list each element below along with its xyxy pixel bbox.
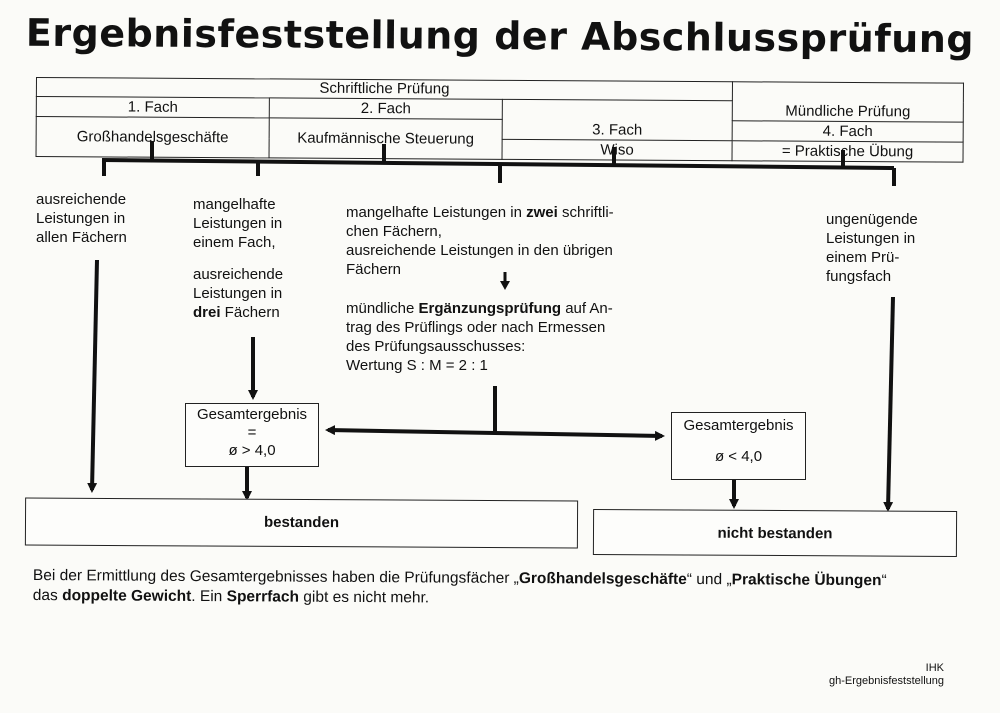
footer-line2: das doppelte Gewicht. Ein Sperrfach gibt es nicht mehr. bbox=[32, 586, 430, 607]
case4-line3: einem Prü- bbox=[826, 249, 900, 266]
case2-line2: Leistungen in bbox=[193, 215, 283, 232]
passed-box bbox=[25, 498, 578, 549]
subject-2-name: Kaufmännische Steuerung bbox=[269, 118, 502, 159]
result-left-label: Gesamtergebnis bbox=[196, 406, 308, 423]
case2-line3: einem Fach, bbox=[193, 234, 276, 251]
subject-1-name: Großhandelsgeschäfte bbox=[36, 117, 269, 158]
case-sufficient-all bbox=[36, 190, 127, 247]
case3b-line2: trag des Prüflings oder nach Ermessen bbox=[346, 319, 606, 336]
result-box-below-4 bbox=[671, 412, 806, 480]
passed-label: bestanden bbox=[263, 513, 340, 532]
source-label bbox=[820, 662, 944, 688]
footer-note bbox=[33, 566, 963, 612]
result-left-value: ø > 4,0 bbox=[228, 442, 276, 459]
weighting-text: Wertung S : M = 2 : 1 bbox=[346, 357, 488, 374]
subject-2-number: 2. Fach bbox=[269, 98, 502, 119]
subject-3-number: 3. Fach bbox=[502, 99, 732, 140]
failed-label: nicht bestanden bbox=[717, 524, 833, 543]
case3-line1: mangelhafte Leistungen in zwei schriftli- bbox=[346, 204, 614, 221]
result-left-equals: = bbox=[247, 424, 257, 441]
case-deficient-one bbox=[193, 195, 283, 322]
subject-3-name: Wiso bbox=[502, 139, 732, 160]
case2-line6: drei Fächern bbox=[193, 304, 280, 321]
case2-line1: mangelhafte bbox=[193, 196, 276, 213]
subject-1-number: 1. Fach bbox=[36, 97, 269, 118]
result-right-value: ø < 4,0 bbox=[714, 448, 763, 465]
case1-line2: Leistungen in bbox=[36, 210, 126, 227]
arrow-case1-to-passed bbox=[92, 260, 97, 490]
case-insufficient-one bbox=[826, 210, 918, 286]
oral-exam-header: Mündliche Prüfung bbox=[732, 82, 963, 122]
case1-line3: allen Fächern bbox=[36, 229, 127, 246]
page-title: Ergebnisfeststellung der Abschlussprüfung bbox=[25, 10, 975, 62]
case1-line1: ausreichende bbox=[36, 191, 127, 208]
source-doc: gh-Ergebnisfeststellung bbox=[829, 675, 944, 687]
subject-4-name: = Praktische Übung bbox=[732, 141, 963, 162]
case2-line5: Leistungen in bbox=[193, 285, 283, 302]
case4-line2: Leistungen in bbox=[826, 230, 916, 247]
result-box-above-4 bbox=[185, 403, 319, 467]
written-exam-header: Schriftliche Prüfung bbox=[36, 78, 732, 101]
footer-line1: Bei der Ermittlung des Gesamtergebnisses haben die Prüfungsfächer „Großhandelsgeschäfte“ und „Praktische Übungen“ bbox=[32, 567, 887, 590]
case4-line1: ungenügende bbox=[826, 211, 918, 228]
case3b-line1: mündliche Ergänzungsprüfung auf An- bbox=[346, 300, 613, 317]
case3-line2: chen Fächern, bbox=[346, 223, 442, 240]
subject-bracket bbox=[102, 141, 894, 186]
failed-box bbox=[593, 509, 957, 557]
subject-4-number: 4. Fach bbox=[732, 121, 963, 142]
case3b-line3: des Prüfungsausschusses: bbox=[346, 338, 526, 355]
case-deficient-two bbox=[346, 203, 614, 279]
supplementary-oral-exam bbox=[346, 299, 613, 375]
case3-line4: Fächern bbox=[346, 261, 402, 278]
result-right-label: Gesamtergebnis bbox=[683, 417, 794, 434]
arrow-case4-to-failed bbox=[888, 297, 893, 509]
case2-line4: ausreichende bbox=[193, 266, 284, 283]
case3-line3: ausreichende Leistungen in den übrigen bbox=[346, 242, 613, 259]
source-org: IHK bbox=[925, 662, 944, 674]
case4-line4: fungsfach bbox=[826, 268, 892, 285]
